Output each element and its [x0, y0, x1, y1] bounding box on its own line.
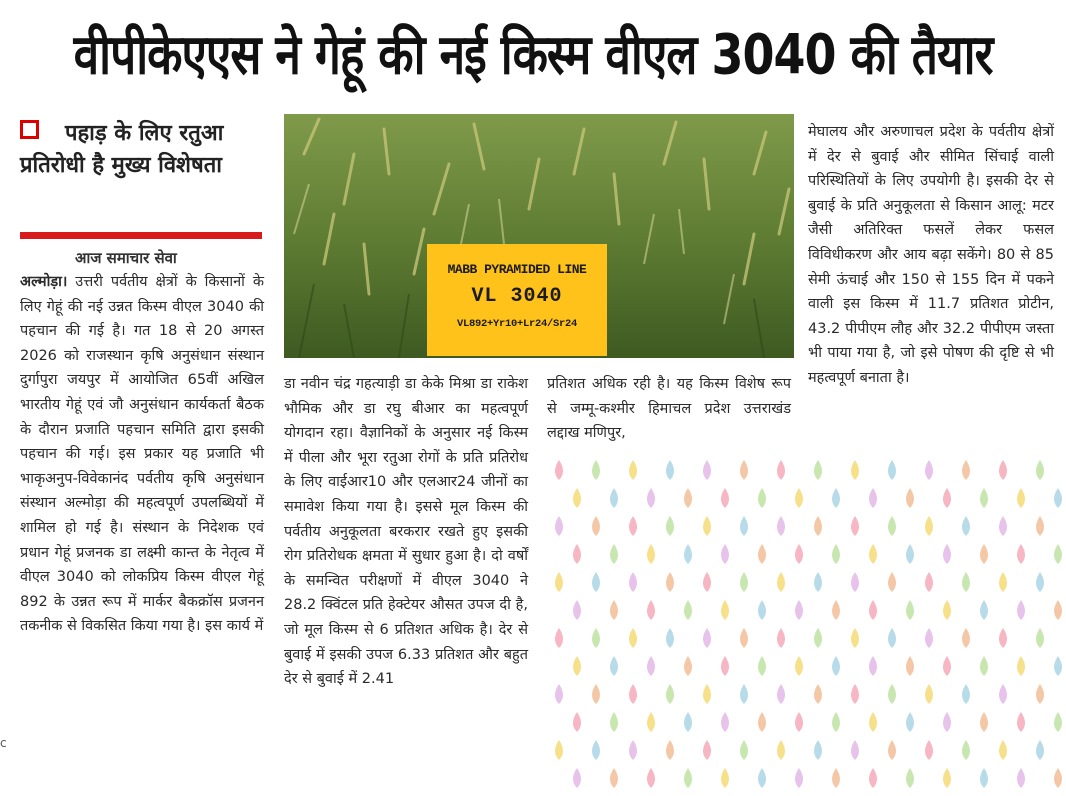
droplet-shape: [851, 684, 859, 704]
droplet-shape: [592, 740, 600, 760]
droplet-shape: [795, 712, 803, 732]
droplet-shape: [573, 712, 581, 732]
droplet-shape: [592, 460, 600, 480]
droplet-shape: [666, 460, 674, 480]
droplet-shape: [629, 572, 637, 592]
droplet-shape: [629, 684, 637, 704]
droplet-shape: [777, 684, 785, 704]
droplet-shape: [1054, 768, 1062, 788]
pixelated-overlay: [547, 456, 1066, 792]
sign-line-2: VL 3040: [471, 285, 563, 308]
droplet-shape: [1036, 460, 1044, 480]
droplet-shape: [925, 516, 933, 536]
droplet-shape: [906, 488, 914, 508]
droplet-shape: [1017, 768, 1025, 788]
droplet-shape: [814, 516, 822, 536]
droplet-shape: [943, 488, 951, 508]
margin-mark: c: [0, 736, 7, 750]
droplet-shape: [980, 488, 988, 508]
droplet-shape: [573, 768, 581, 788]
droplet-shape: [943, 600, 951, 620]
droplet-shape: [814, 572, 822, 592]
droplet-shape: [721, 488, 729, 508]
variety-sign-board: [427, 244, 607, 356]
droplet-shape: [703, 516, 711, 536]
droplet-shape: [703, 740, 711, 760]
droplet-shape: [943, 768, 951, 788]
droplet-shape: [758, 656, 766, 676]
red-divider: [20, 232, 262, 239]
droplet-shape: [703, 628, 711, 648]
droplet-shape: [610, 600, 618, 620]
droplet-shape: [888, 684, 896, 704]
droplet-shape: [592, 684, 600, 704]
droplet-shape: [740, 628, 748, 648]
droplet-shape: [851, 740, 859, 760]
droplet-shape: [980, 656, 988, 676]
droplet-shape: [666, 572, 674, 592]
droplet-shape: [814, 460, 822, 480]
droplet-shape: [888, 516, 896, 536]
droplet-shape: [869, 712, 877, 732]
droplet-shape: [795, 544, 803, 564]
droplet-shape: [832, 600, 840, 620]
droplet-shape: [740, 684, 748, 704]
droplet-pattern: [547, 456, 1066, 792]
droplet-shape: [555, 628, 563, 648]
droplet-shape: [647, 600, 655, 620]
droplet-shape: [610, 656, 618, 676]
droplet-shape: [795, 600, 803, 620]
droplet-shape: [962, 460, 970, 480]
droplet-shape: [573, 544, 581, 564]
droplet-shape: [906, 712, 914, 732]
square-bullet-icon: [20, 120, 39, 139]
droplet-shape: [962, 740, 970, 760]
droplet-shape: [795, 768, 803, 788]
droplet-shape: [703, 460, 711, 480]
droplet-shape: [555, 572, 563, 592]
sub-heading: [20, 118, 268, 182]
droplet-shape: [999, 628, 1007, 648]
droplet-shape: [851, 572, 859, 592]
droplet-shape: [962, 572, 970, 592]
droplet-shape: [721, 544, 729, 564]
droplet-shape: [1054, 488, 1062, 508]
droplet-shape: [1036, 684, 1044, 704]
droplet-shape: [703, 684, 711, 704]
droplet-shape: [795, 488, 803, 508]
droplet-shape: [925, 740, 933, 760]
droplet-shape: [999, 572, 1007, 592]
droplet-shape: [869, 544, 877, 564]
droplet-shape: [777, 516, 785, 536]
droplet-shape: [647, 712, 655, 732]
droplet-shape: [999, 516, 1007, 536]
droplet-shape: [629, 516, 637, 536]
droplet-shape: [684, 712, 692, 732]
column-4: मेघालय और अरुणाचल प्रदेश के पर्वतीय क्षेत्रों में देर से बुवाई और सीमित सिंचाई वाली परिस्थितियों के लिए उपयोगी है। इसकी देर से बुवाई के प्रति अनुकूलता से किसान आलू: मटर जैसी अतिरिक्त फसलें लेकर फसल विविधीकरण और आय बढ़ा सकेंगे। 80 से 85 सेमी ऊंचाई और 150 से 155 दिन में पकने वाली इस किस्म में 11.7 प्रतिशत प्रोटीन, 43.2 पीपीएम लौह और 32.2 पीपीएम जस्ता भी पाया गया है, जो इसे पोषण की दृष्टि से भी महत्वपूर्ण बनाता है।: [808, 124, 1054, 386]
droplet-shape: [666, 628, 674, 648]
dateline: अल्मोड़ा।: [20, 274, 68, 290]
droplet-shape: [869, 488, 877, 508]
droplet-shape: [980, 544, 988, 564]
droplet-shape: [758, 600, 766, 620]
droplet-shape: [1036, 516, 1044, 536]
droplet-shape: [1017, 600, 1025, 620]
droplet-shape: [777, 460, 785, 480]
droplet-shape: [906, 544, 914, 564]
droplet-shape: [1054, 544, 1062, 564]
droplet-shape: [758, 768, 766, 788]
droplet-shape: [610, 768, 618, 788]
droplet-shape: [721, 600, 729, 620]
column-1: [20, 270, 264, 639]
droplet-shape: [943, 656, 951, 676]
droplet-shape: [925, 628, 933, 648]
droplet-shape: [592, 516, 600, 536]
droplet-shape: [684, 656, 692, 676]
droplet-shape: [740, 460, 748, 480]
droplet-shape: [851, 628, 859, 648]
droplet-shape: [703, 572, 711, 592]
droplet-shape: [721, 656, 729, 676]
droplet-shape: [906, 600, 914, 620]
droplet-shape: [832, 656, 840, 676]
droplet-shape: [721, 712, 729, 732]
droplet-shape: [851, 516, 859, 536]
droplet-shape: [943, 544, 951, 564]
droplet-shape: [647, 768, 655, 788]
droplet-shape: [814, 628, 822, 648]
droplet-shape: [777, 628, 785, 648]
droplet-shape: [777, 740, 785, 760]
droplet-shape: [851, 460, 859, 480]
droplet-shape: [555, 460, 563, 480]
droplet-shape: [740, 516, 748, 536]
droplet-shape: [758, 712, 766, 732]
droplet-shape: [758, 488, 766, 508]
droplet-shape: [962, 684, 970, 704]
column-3: प्रतिशत अधिक रही है। यह किस्म विशेष रूप से जम्मू-कश्मीर हिमाचल प्रदेश उत्तराखंड लद्दाख मणिपुर,: [547, 376, 791, 442]
droplet-shape: [1054, 600, 1062, 620]
sign-line-1: MABB PYRAMIDED LINE: [447, 262, 587, 277]
droplet-shape: [573, 488, 581, 508]
droplet-shape: [962, 516, 970, 536]
droplet-shape: [980, 712, 988, 732]
sub-heading-text: पहाड़ के लिए रतुआ प्रतिरोधी है मुख्य विशेषता: [20, 121, 224, 178]
droplet-shape: [1036, 628, 1044, 648]
droplet-shape: [888, 460, 896, 480]
droplet-shape: [906, 768, 914, 788]
droplet-shape: [925, 684, 933, 704]
droplet-shape: [684, 768, 692, 788]
droplet-shape: [684, 544, 692, 564]
droplet-shape: [869, 656, 877, 676]
droplet-shape: [980, 600, 988, 620]
wheat-field-photo: [284, 114, 794, 358]
droplet-shape: [814, 684, 822, 704]
droplet-shape: [573, 600, 581, 620]
droplet-shape: [832, 488, 840, 508]
droplet-shape: [1036, 740, 1044, 760]
droplet-shape: [610, 488, 618, 508]
droplet-shape: [684, 600, 692, 620]
droplet-shape: [1017, 544, 1025, 564]
droplet-shape: [999, 460, 1007, 480]
droplet-shape: [647, 488, 655, 508]
droplet-shape: [1054, 656, 1062, 676]
droplet-shape: [721, 768, 729, 788]
droplet-shape: [1017, 656, 1025, 676]
droplet-shape: [758, 544, 766, 564]
droplet-shape: [925, 460, 933, 480]
droplet-shape: [962, 628, 970, 648]
droplet-shape: [740, 572, 748, 592]
column-2: डा नवीन चंद्र गहत्याड़ी डा केके मिश्रा डा राकेश भौमिक और डा रघु बीआर का महत्वपूर्ण योगदान रहा। वैज्ञानिकों के अनुसार नई किस्म में पीला और भूरा रतुआ रोगों के प्रति प्रतिरोध के लिए वाईआर10 और एलआर24 जीनों का समावेश किया गया है। इससे मूल किस्म की पर्वतीय अनुकूलता बरकरार रखते हुए इसकी रोग प्रतिरोधक क्षमता में सुधार हुआ है। दो वर्षों के समन्वित परीक्षणों में वीएल 3040 ने 28.2 क्विंटल प्रति हेक्टेयर औसत उपज दी है, जो मूल किस्म से 6 प्रतिशत अधिक है। देर से बुवाई में इसकी उपज 6.33 प्रतिशत और बहुत देर से बुवाई में 2.41: [284, 376, 528, 688]
droplet-shape: [629, 740, 637, 760]
headline: वीपीकेएएस ने गेहूं की नई किस्म वीएल 3040 की तैयार: [73, 22, 993, 87]
droplet-shape: [795, 656, 803, 676]
droplet-shape: [592, 628, 600, 648]
droplet-shape: [666, 740, 674, 760]
droplet-shape: [647, 544, 655, 564]
droplet-shape: [869, 768, 877, 788]
droplet-shape: [647, 656, 655, 676]
droplet-shape: [832, 712, 840, 732]
byline: आज समाचार सेवा: [75, 249, 177, 267]
droplet-shape: [555, 740, 563, 760]
droplet-shape: [814, 740, 822, 760]
droplet-shape: [555, 684, 563, 704]
droplet-shape: [777, 572, 785, 592]
droplet-shape: [666, 684, 674, 704]
sign-line-3: VL892+Yr10+Lr24/Sr24: [456, 318, 578, 330]
droplet-shape: [740, 740, 748, 760]
droplet-shape: [573, 656, 581, 676]
droplet-shape: [684, 488, 692, 508]
droplet-shape: [906, 656, 914, 676]
droplet-shape: [610, 544, 618, 564]
droplet-shape: [888, 628, 896, 648]
droplet-shape: [869, 600, 877, 620]
droplet-shape: [888, 572, 896, 592]
droplet-shape: [832, 544, 840, 564]
droplet-shape: [1036, 572, 1044, 592]
droplet-shape: [1017, 488, 1025, 508]
droplet-shape: [832, 768, 840, 788]
droplet-shape: [629, 628, 637, 648]
droplet-shape: [943, 712, 951, 732]
droplet-shape: [610, 712, 618, 732]
droplet-shape: [888, 740, 896, 760]
droplet-shape: [1054, 712, 1062, 732]
droplet-shape: [592, 572, 600, 592]
droplet-shape: [1017, 712, 1025, 732]
droplet-shape: [925, 572, 933, 592]
droplet-shape: [980, 768, 988, 788]
column-1-text: उत्तरी पर्वतीय क्षेत्रों के किसानों के लिए गेहूं की नई उन्नत किस्म वीएल 3040 की पहचान की गई है। गत 18 से 20 अगस्त 2026 को राजस्थान कृषि अनुसंधान संस्थान दुर्गापुरा जयपुर में आयोजित 65वीं अखिल भारतीय गेहूं एवं जौ अनुसंधान कार्यकर्ता बैठक के दौरान प्रजाति पहचान समिति द्वारा इसकी पहचान की गई। इस प्रकार यह प्रजाति भी भाकृअनुप-विवेकानंद पर्वतीय कृषि अनुसंधान संस्थान अल्मोड़ा की महत्वपूर्ण उपलब्धियों में शामिल हो गई है। संस्थान के निदेशक एवं प्रधान गेहूं प्रजनक डा लक्ष्मी कान्त के नेतृत्व में वीएल 3040 को लोकप्रिय किस्म वीएल गेहूं 892 के उन्नत रूप में मार्कर बैकक्रॉस प्रजनन तकनीक से विकसित किया गया है। इस कार्य में: [20, 274, 264, 635]
droplet-shape: [629, 460, 637, 480]
droplet-shape: [999, 740, 1007, 760]
droplet-shape: [666, 516, 674, 536]
droplet-shape: [555, 516, 563, 536]
droplet-shape: [999, 684, 1007, 704]
